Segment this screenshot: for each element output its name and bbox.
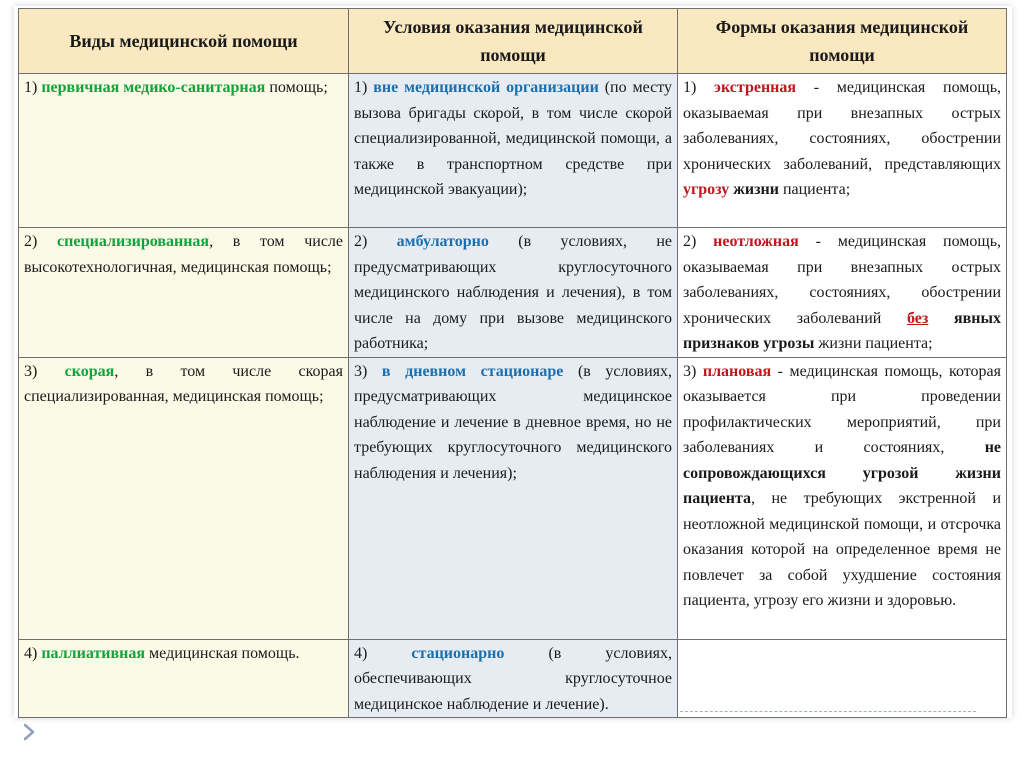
form-text-end: пациента; [782,181,851,198]
form-highlight: угрозу [683,181,730,198]
form-highlight: без [907,309,929,327]
table-row [19,639,1007,718]
item-number: 3) [683,362,697,380]
type-text: , в том числе скорая специализированная, медицинская помощь; [24,362,344,405]
type-term: первичная медико-санитарная [41,79,266,96]
form-text: - медицинская помощь, которая оказывается при проведении профилактических мероприятий, при заболеваниях и состояниях, [683,362,1002,456]
type-text: помощь; [269,79,328,96]
form-text: - медицинская помощь, оказываемая при внезапных острых заболеваниях, состояниях, обострении хронических заболеваний [683,233,1002,327]
form-text-end: жизни пациента; [818,335,933,352]
item-number: 1) [683,79,697,96]
dashed-divider [680,711,976,712]
form-bold-text: не сопровождающихся угрозой жизни пациента [683,439,1002,507]
form-text-end: , не требующих экстренной и неотложной медицинской помощи, и отсрочка оказания которой на определенное время не повлечет за собой ухудшение состояния пациента, угрозу его жизни и здоровью. [683,490,1001,609]
item-number: 2) [683,233,697,250]
condition-text: (в условиях, предусматривающих медицинское наблюдение и лечение в дневное время, но не требующих круглосуточного медицинского наблюдения и лечения); [354,362,672,482]
item-number: 4) [354,644,368,662]
form-term: неотложная [713,233,799,250]
condition-term: в дневном стационаре [381,362,564,380]
type-cell [19,74,349,228]
type-cell [19,639,349,718]
condition-cell [349,228,678,358]
condition-text: (по месту вызова бригады скорой, в том числе скорой специализированной, медицинской помощи, а также в транспортном средстве при медицинской эвакуации); [354,79,672,198]
form-text: - медицинская помощь, оказываемая при внезапных острых заболеваниях, состояниях, обострении хронических заболеваний, представляющих [683,79,1002,173]
condition-text: (в условиях, не предусматривающих круглосуточного медицинского наблюдения и лечения), в том числе на дому при вызове медицинского работника; [354,233,673,352]
type-term: паллиативная [41,644,146,662]
item-number: 1) [24,79,38,96]
type-cell [19,228,349,358]
form-cell [678,228,1007,358]
table-header-row [19,9,1007,74]
condition-term: стационарно [411,644,505,662]
item-number: 4) [24,644,38,662]
type-text: , в том числе высокотехнологичная, медицинская помощь; [24,233,344,276]
type-term: специализированная [57,233,210,250]
item-number: 1) [354,79,368,96]
item-number: 3) [354,362,368,380]
form-bold-text: явных признаков угрозы [683,309,1001,352]
chevron-right-icon[interactable] [22,722,36,742]
condition-text: (в условиях, обеспечивающих круглосуточное медицинское наблюдение и лечение). [354,644,672,713]
table-row [19,357,1007,639]
medical-care-table [18,8,1007,718]
type-cell [19,357,349,639]
form-cell [678,357,1007,639]
condition-cell [349,74,678,228]
table-row [19,74,1007,228]
header-conditions: Условия оказания медицинской помощи [349,9,678,74]
form-cell-empty [678,639,1007,718]
type-term: скорая [64,362,115,380]
condition-term: вне медицинской организации [373,79,599,96]
item-number: 2) [24,233,38,250]
header-types: Виды медицинской помощи [19,9,349,74]
table-row [19,228,1007,358]
header-forms: Формы оказания медицинской помощи [678,9,1007,74]
type-text: медицинская помощь. [149,644,300,662]
form-term: экстренная [714,79,797,96]
form-bold-text: жизни [733,181,779,198]
condition-cell [349,357,678,639]
form-term: плановая [702,362,772,380]
item-number: 3) [24,362,38,380]
condition-cell [349,639,678,718]
form-cell [678,74,1007,228]
item-number: 2) [354,233,368,250]
condition-term: амбулаторно [396,233,489,250]
